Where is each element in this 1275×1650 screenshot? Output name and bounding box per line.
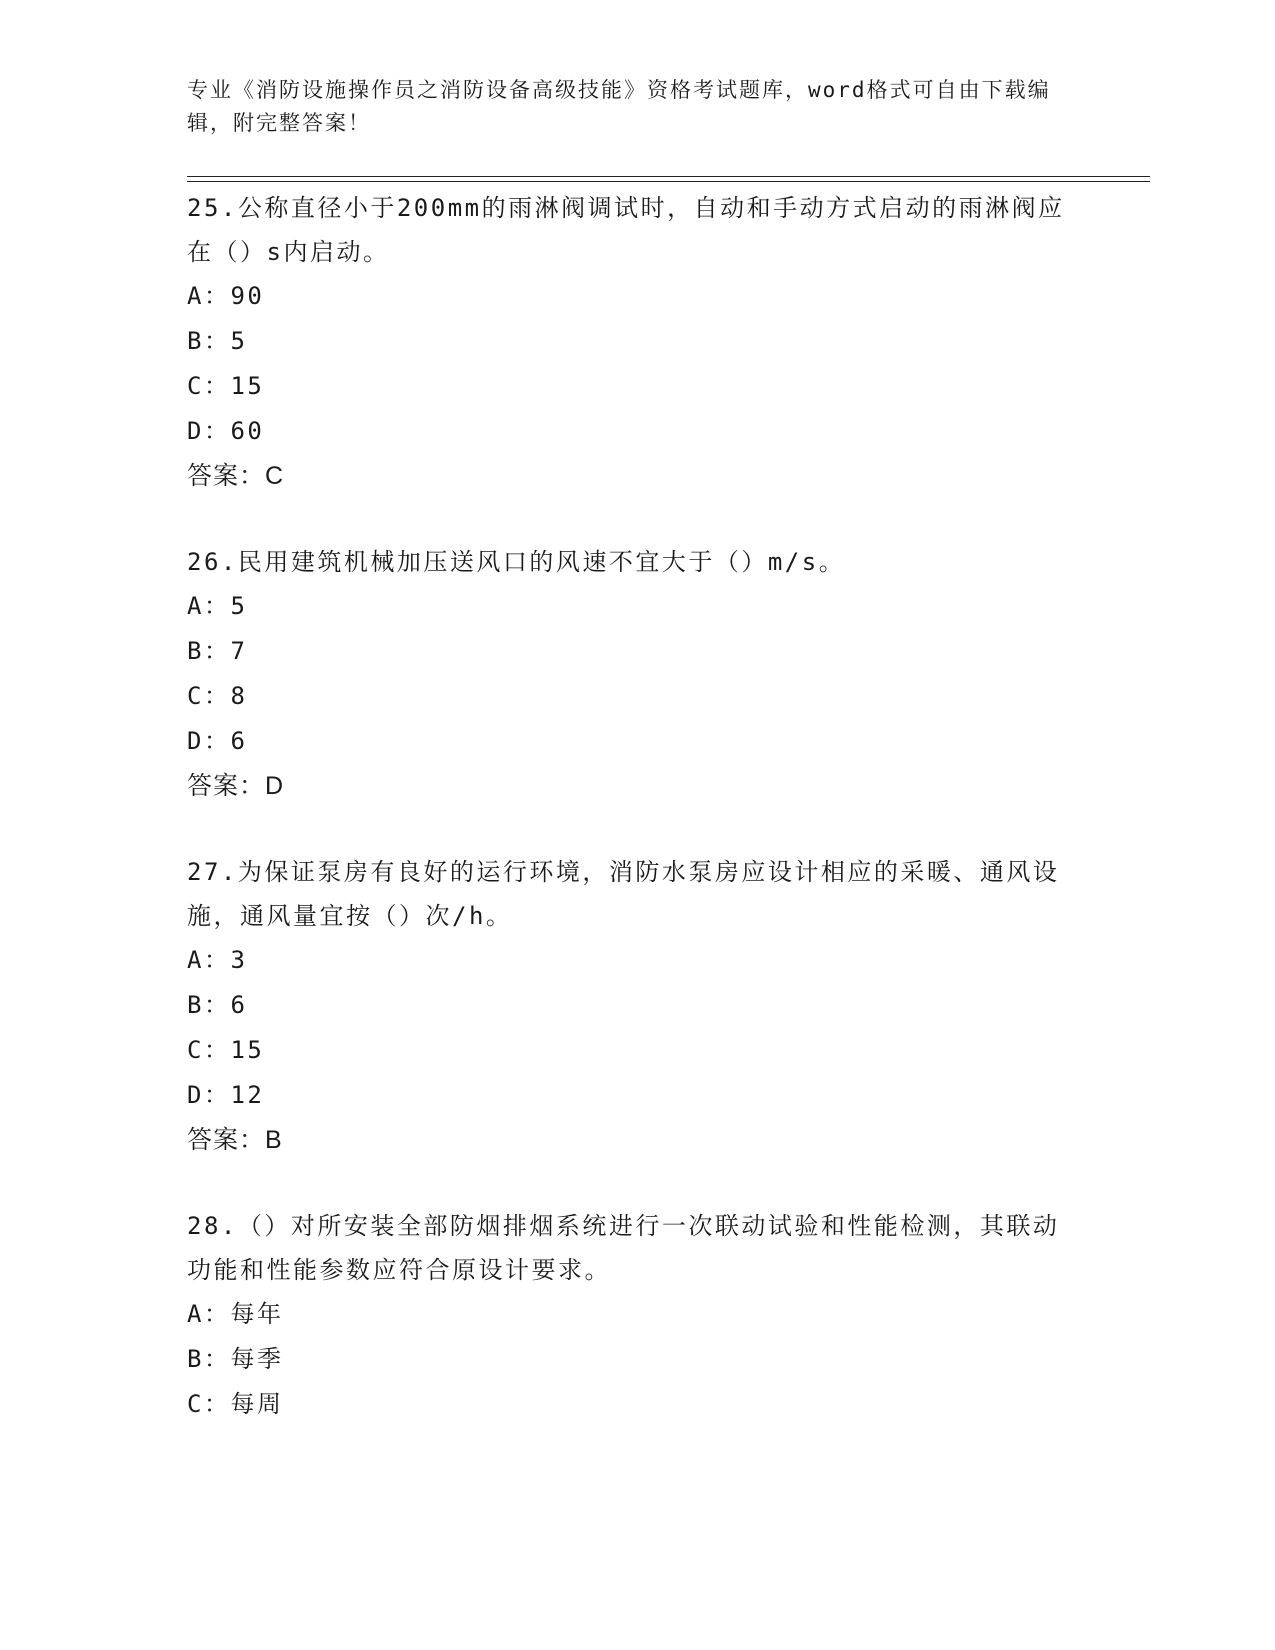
header-divider-top — [187, 176, 1150, 177]
option-b: B：每季 — [187, 1345, 284, 1373]
question-stem: 27.为保证泵房有良好的运行环境，消防水泵房应设计相应的采暖、通风设施，通风量宜按（）次/h。 — [187, 858, 1060, 930]
option-a: A：5 — [187, 592, 248, 620]
option-b: B：5 — [187, 327, 248, 355]
question-25 — [187, 186, 1087, 498]
option-c: C：8 — [187, 682, 248, 710]
answer-line: 答案：C — [187, 462, 285, 490]
option-a: A：90 — [187, 282, 265, 310]
option-a: A：3 — [187, 946, 248, 974]
option-d: D：60 — [187, 417, 265, 445]
document-header — [187, 74, 1067, 140]
option-d: D：12 — [187, 1081, 265, 1109]
option-a: A：每年 — [187, 1300, 284, 1328]
question-28 — [187, 1204, 1087, 1427]
question-stem: 28.（）对所安装全部防烟排烟系统进行一次联动试验和性能检测，其联动功能和性能参数应符合原设计要求。 — [187, 1212, 1060, 1284]
option-c: C：每周 — [187, 1390, 284, 1418]
question-26 — [187, 540, 1087, 808]
option-b: B：6 — [187, 991, 248, 1019]
header-intro-text: 专业《消防设施操作员之消防设备高级技能》资格考试题库，word格式可自由下载编辑，附完整答案！ — [187, 78, 1051, 135]
question-stem: 26.民用建筑机械加压送风口的风速不宜大于（）m/s。 — [187, 548, 846, 576]
option-c: C：15 — [187, 372, 265, 400]
option-b: B：7 — [187, 637, 248, 665]
question-stem: 25.公称直径小于200mm的雨淋阀调试时，自动和手动方式启动的雨淋阀应在（）s内启动。 — [187, 194, 1065, 266]
option-d: D：6 — [187, 727, 248, 755]
option-c: C：15 — [187, 1036, 265, 1064]
answer-line: 答案：D — [187, 772, 285, 800]
answer-line: 答案：B — [187, 1126, 283, 1154]
question-27 — [187, 850, 1087, 1162]
header-divider-bottom — [187, 181, 1150, 182]
